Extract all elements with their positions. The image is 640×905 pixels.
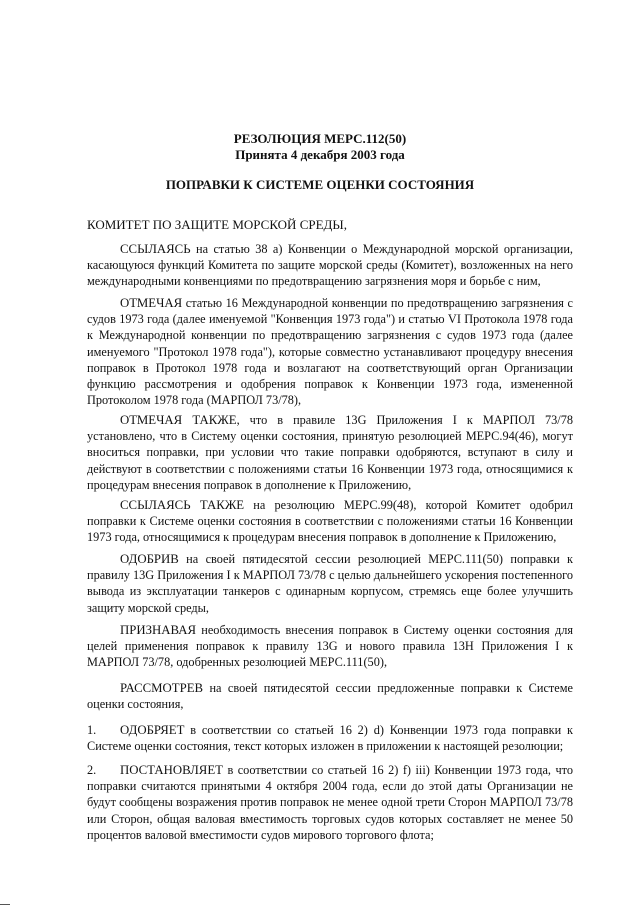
paragraph-text: в соответствии со статьей 16 2) f) iii) Конвенции 1973 года, что поправки считаются принятыми 4 октября 2004 года, если до этой даты Организации не будут сообщены возражения против поправок не менее одной трети Сторон МАРПОЛ 73/78 или Сторон, общая валовая вместимость торговых судов которых составляет не менее 50 процентов валовой вместимости судов мирового торгового флота; (87, 763, 573, 842)
paragraph-keyword: ПРИЗНАВАЯ (120, 623, 197, 637)
paragraph-text: на своей пятидесятой сессии резолюцией МЕРС.111(50) поправки к правилу 13G Приложения I к МАРПОЛ 73/78 с целью дальнейшего ускорения постепенного вывода из эксплуатации танкеров с одинарным корпусом, стремясь еще более улучшить защиту морской среды, (87, 552, 573, 615)
preamble-paragraph (87, 622, 573, 671)
paragraph-text: , что в правиле 13G Приложения I к МАРПОЛ 73/78 установлено, что в Систему оценки состояния, принятую резолюцией МЕРС.94(46), могут вноситься поправки, при условии что такие поправки одобряются, вступают в силу и действуют в соответствии с положениями статьи 16 Конвенции 1973 года, относящимися к процедурам внесения поправок в дополнение к Приложению, (87, 413, 573, 492)
preamble-paragraph (87, 680, 573, 712)
operative-paragraph (87, 762, 573, 843)
paragraph-text: на своей пятидесятой сессии предложенные поправки к Системе оценки состояния, (87, 681, 573, 712)
paragraph-text: необходимость внесения поправок в Систему оценки состояния для целей применения поправок к правилу 13G и нового правила 13H Приложения I к МАРПОЛ 73/78, одобренных резолюцией МЕРС.111(50), (87, 623, 573, 670)
preamble-paragraph (87, 295, 573, 408)
adoption-date: Принята 4 декабря 2003 года (235, 147, 405, 162)
resolution-subject: ПОПРАВКИ К СИСТЕМЕ ОЦЕНКИ СОСТОЯНИЯ (165, 177, 475, 192)
paragraph-text: на резолюцию МЕРС.99(48), которой Комитет одобрил поправки к Системе оценки состояния в соответствии с положениями статьи 16 Конвенции 1973 года, относящимися к процедурам внесения поправок в дополнение к Приложению, (87, 498, 573, 545)
paragraph-keyword: ССЫЛАЯСЬ ТАКЖЕ (120, 498, 245, 512)
paragraph-number: 1. (87, 723, 97, 737)
paragraph-keyword: ССЫЛАЯСЬ (120, 242, 191, 256)
paragraph-text: на статью 38 а) Конвенции о Международной морской организации, касающуюся функций Комитета по защите морской среды (Комитет), возложенных на него международными конвенциями по предотвращению загрязнения моря и борьбе с ним, (87, 242, 573, 289)
paragraph-keyword: РАССМОТРЕВ (120, 681, 204, 695)
committee-name: КОМИТЕТ ПО ЗАЩИТЕ МОРСКОЙ СРЕДЫ, (87, 217, 347, 232)
paragraph-keyword: ОДОБРЯЕТ (120, 723, 185, 737)
operative-paragraph (87, 722, 573, 754)
paragraph-keyword: ПОСТАНОВЛЯЕТ (120, 763, 223, 777)
paragraph-text: статью 16 Международной конвенции по предотвращению загрязнения с судов 1973 года (далее именуемой "Конвенция 1973 года") и статью VI Протокола 1978 года к Международной конвенции по предотвращению загрязнения с судов 1973 года (далее именуемого "Протокол 1978 года"), которые совместно устанавливают процедуру внесения поправок в Протокол 1978 года и возлагают на соответствующий орган Организации функцию рассмотрения и одобрения поправок к Конвенции 1973 года, измененной Протоколом 1978 года (МАРПОЛ 73/78), (87, 296, 573, 408)
preamble-paragraph (87, 497, 573, 546)
paragraph-keyword: ОДОБРИВ (120, 552, 179, 566)
resolution-title: РЕЗОЛЮЦИЯ МЕРС.112(50) (233, 131, 407, 146)
preamble-paragraph (87, 551, 573, 616)
paragraph-keyword: ОТМЕЧАЯ (120, 296, 183, 310)
paragraph-keyword: ОТМЕЧАЯ ТАКЖЕ (120, 413, 237, 427)
preamble-paragraph (87, 412, 573, 493)
paragraph-text: в соответствии со статьей 16 2) d) Конвенции 1973 года поправки к Системе оценки состояния, текст которых изложен в приложении к настоящей резолюции; (87, 723, 573, 754)
preamble-paragraph (87, 241, 573, 290)
paragraph-number: 2. (87, 763, 97, 777)
